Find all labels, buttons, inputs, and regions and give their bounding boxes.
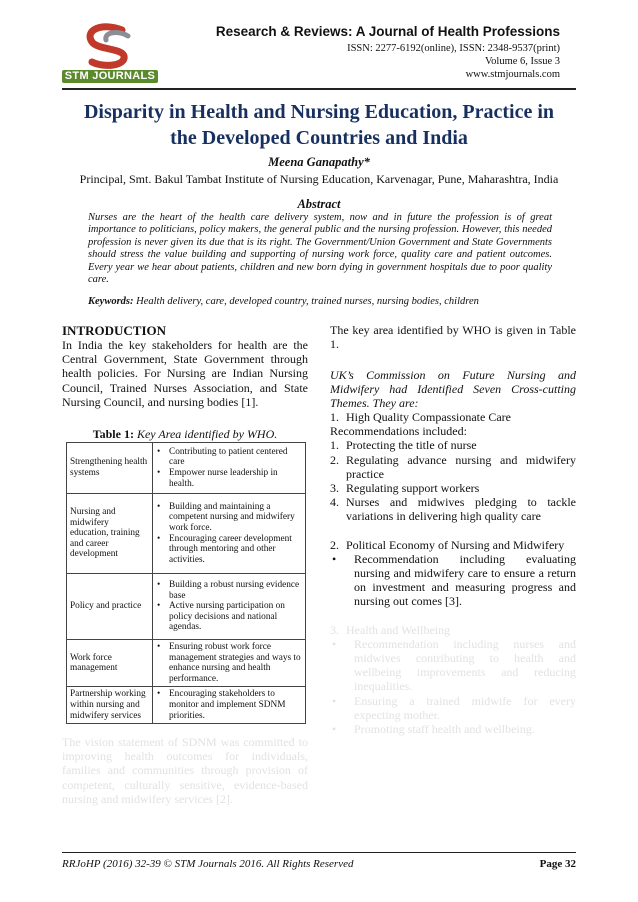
- introduction-heading: INTRODUCTION: [62, 323, 167, 338]
- bullet-icon: •: [157, 446, 161, 457]
- article-title: [62, 99, 576, 151]
- key-area-paragraph: The key area identified by WHO is given in Table 1.: [330, 323, 576, 352]
- bullet-icon: •: [157, 580, 161, 591]
- list-item: 1. Protecting the title of nurse: [330, 438, 477, 453]
- vision-statement-text: The vision statement of SDNM was committed to improving health outcomes for individuals, families and communities through provision of competent, culturally sensitive, evidence-based nursing and midwifery services [2].: [62, 735, 308, 806]
- list-item: • Recommendation including evaluating nursing and midwifery care to ensure a return on investment and measuring progress and nursing out comes [3].: [332, 551, 576, 609]
- list-item: • Contributing to patient centered care: [157, 446, 288, 468]
- table-caption-label: Table 1:: [92, 427, 134, 441]
- list-item: 2. Regulating advance nursing and midwifery practice: [330, 452, 576, 481]
- bullet-icon: •: [157, 689, 161, 700]
- table-caption-text: Key Area identified by WHO.: [136, 427, 278, 441]
- volume-issue: Volume 6, Issue 3: [484, 56, 560, 67]
- table-row: [67, 640, 306, 687]
- website-link[interactable]: www.stmjournals.com: [465, 69, 560, 80]
- table-row: [67, 687, 306, 724]
- page-number: Page 32: [539, 858, 576, 870]
- bullet-icon: •: [157, 501, 161, 512]
- list-item: • Encouraging stakeholders to monitor and implement SDNM priorities.: [157, 689, 286, 721]
- logo-swirl-icon: [62, 22, 158, 70]
- header-rule: [62, 88, 576, 90]
- table-cell-area: Work force management: [67, 640, 153, 687]
- table-cell-items: [153, 640, 306, 687]
- table-caption: [62, 427, 308, 442]
- bullet-icon: •: [157, 642, 161, 652]
- table-row: [67, 494, 306, 574]
- bullet-icon: •: [332, 551, 337, 566]
- table-cell-area: Strengthening health systems: [67, 443, 153, 494]
- bullet-icon: •: [157, 468, 161, 478]
- list-item: 4. Nurses and midwives pledging to tackle variations in delivering high quality care: [330, 495, 576, 524]
- bullet-icon: •: [332, 693, 337, 708]
- title-line-1: Disparity in Health and Nursing Education, Practice in: [83, 101, 555, 123]
- list-item: • Ensuring robust work force management strategies and ways to enhance nursing and health performance.: [157, 642, 301, 684]
- keywords-list: Health delivery, care, developed country, trained nurses, nursing bodies, children: [136, 296, 479, 307]
- list-item: 2. Political Economy of Nursing and Midwifery: [330, 537, 565, 552]
- uk-commission-paragraph: UK’s Commission on Future Nursing and Midwifery had Identified Seven Cross-cutting Themes. They are:: [330, 368, 576, 411]
- list-item: 3. Health and Wellbeing: [330, 622, 451, 637]
- list-item: 3. Regulating support workers: [330, 481, 480, 496]
- table-cell-items: [153, 443, 306, 494]
- faded-section: [330, 623, 576, 737]
- keywords: [88, 296, 552, 307]
- introduction-text: In India the key stakeholders for health are the Central Government, State Government through health policies. For Nursing are Indian Nursing Council, Trained Nurses Association, and State Nursing Council, and nursing bodies [1].: [62, 338, 308, 409]
- themes-list: [330, 410, 576, 736]
- table-cell-area: Policy and practice: [67, 574, 153, 640]
- table-cell-items: [153, 574, 306, 640]
- journal-title: Research & Reviews: A Journal of Health Professions: [215, 24, 560, 39]
- list-item: 1. High Quality Compassionate Care: [330, 410, 511, 424]
- list-item: • Encouraging career development through mentoring and other activities.: [157, 533, 292, 565]
- abstract-text: Nurses are the heart of the health care delivery system, now and in future the profession is of great importance to politicians, policy makers, the general public and the nursing profession. However, this needed profession is never given its due that is its right. The Government/Union Government and State Governments should stress the value building and supporting of nursing work force, quality care and patient outcomes. Every year we hear about patients, children and new born dying in government hospitals due to poor quality care.: [88, 212, 552, 286]
- logo-text: STM JOURNALS: [62, 70, 158, 83]
- list-item: • Recommendation including nurses and midwives contributing to health and wellbeing improvements and reducing inequalities.: [332, 636, 576, 694]
- bullet-icon: •: [332, 636, 337, 651]
- author-name: Meena Ganapathy*: [268, 155, 370, 169]
- abstract-heading: Abstract: [297, 197, 341, 211]
- affiliation: Principal, Smt. Bakul Tambat Institute of Nursing Education, Karvenagar, Pune, Maharashtra, India: [79, 172, 559, 186]
- list-item: • Building and maintaining a competent nursing and midwifery work force.: [157, 501, 295, 533]
- stm-journals-logo: [62, 22, 158, 84]
- key-area-table: [66, 442, 306, 724]
- list-item: • Building a robust nursing evidence base: [157, 580, 300, 601]
- table-row: [67, 574, 306, 640]
- table-row: [67, 443, 306, 494]
- table-cell-area: Partnership working within nursing and midwifery services: [67, 687, 153, 724]
- keywords-label: Keywords:: [88, 296, 134, 307]
- list-item: • Ensuring a trained midwife for every expecting mother.: [332, 693, 576, 722]
- issn: ISSN: 2277-6192(online), ISSN: 2348-9537(print): [347, 43, 560, 54]
- list-item: • Active nursing participation on policy decisions and national agendas.: [157, 601, 285, 633]
- bullet-icon: •: [332, 722, 337, 737]
- bullet-icon: •: [157, 601, 161, 612]
- table-cell-area: Nursing and midwifery education, training and career development: [67, 494, 153, 574]
- table-cell-items: [153, 494, 306, 574]
- list-item: • Empower nurse leadership in health.: [157, 468, 278, 489]
- bullet-icon: •: [157, 533, 161, 544]
- footer-rule: [62, 852, 576, 853]
- footer-citation: RRJoHP (2016) 32-39 © STM Journals 2016. All Rights Reserved: [62, 858, 354, 870]
- recommendations-label: Recommendations included:: [330, 424, 467, 439]
- table-cell-items: [153, 687, 306, 724]
- list-item: • Promoting staff health and wellbeing.: [332, 722, 535, 737]
- title-line-2: the Developed Countries and India: [170, 127, 468, 149]
